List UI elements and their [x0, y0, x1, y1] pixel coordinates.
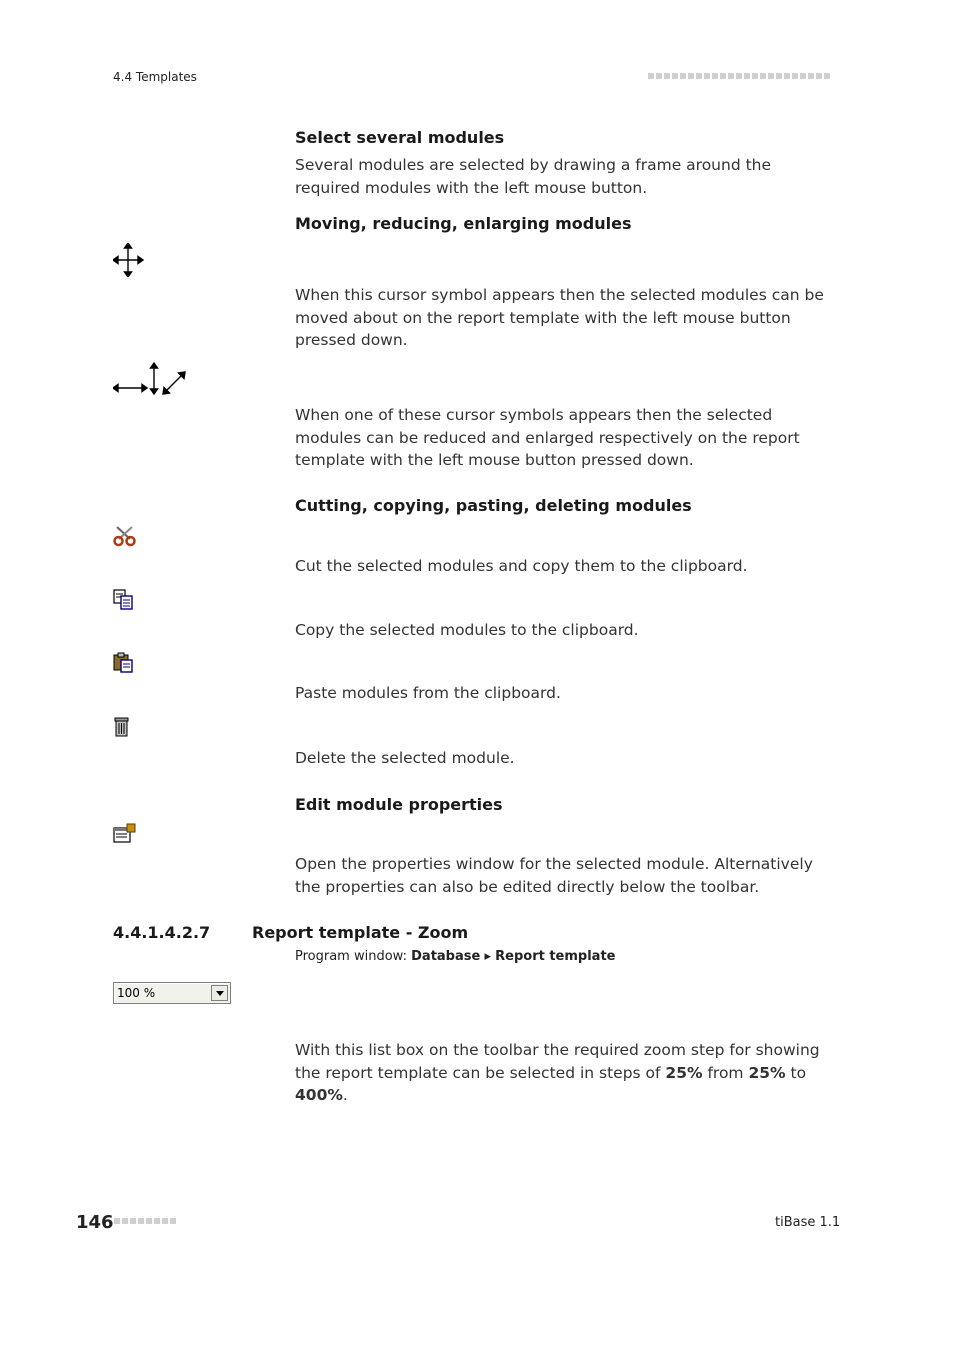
zoom-text-part: . [342, 1086, 348, 1104]
chevron-down-icon[interactable] [211, 985, 228, 1001]
delete-text: Delete the selected module. [295, 749, 515, 767]
program-window-path [295, 949, 615, 964]
select-modules-text: Several modules are selected by drawing a frame around the required modules with the left mouse button. [295, 156, 772, 197]
move-cursor-text: When this cursor symbol appears then the selected modules can be moved about on the report template with the left mouse button pressed down. [295, 286, 824, 349]
properties-heading: Edit module properties [295, 795, 503, 814]
properties-icon[interactable] [113, 823, 137, 849]
copy-icon[interactable] [113, 589, 135, 615]
properties-text: Open the properties window for the selected module. Alternatively the properties can also be edited directly below the toolbar. [295, 855, 813, 896]
footer-decoration-dots [114, 1218, 176, 1224]
paste-icon[interactable] [113, 652, 135, 678]
paste-text: Paste modules from the clipboard. [295, 684, 561, 702]
copy-text: Copy the selected modules to the clipboard. [295, 621, 639, 639]
scissors-icon[interactable] [113, 525, 137, 551]
zoom-text-part: to [785, 1063, 807, 1082]
zoom-select[interactable] [113, 982, 231, 1004]
header-decoration-dots [648, 73, 830, 79]
section-number: 4.4.1.4.2.7 [113, 923, 211, 942]
trash-icon[interactable] [113, 716, 133, 742]
zoom-step-value: 25% [665, 1063, 703, 1082]
select-modules-heading: Select several modules [295, 128, 505, 147]
page-number: 146 [76, 1212, 114, 1233]
clipboard-heading: Cutting, copying, pasting, deleting modules [295, 496, 692, 515]
path-database: Database [411, 949, 481, 964]
resize-cursor-text: When one of these cursor symbols appears then the selected modules can be reduced and enlarged respectively on the report template with the left mouse button pressed down. [295, 406, 800, 469]
moving-modules-heading: Moving, reducing, enlarging modules [295, 214, 632, 233]
zoom-text-part: With this list box on the toolbar the required zoom step for showing the report template can be selected in steps of [295, 1041, 820, 1082]
zoom-min-value: 25% [748, 1063, 786, 1082]
move-cursor-icon [113, 243, 147, 281]
zoom-select-value: 100 % [117, 986, 156, 1000]
cut-text: Cut the selected modules and copy them to the clipboard. [295, 557, 748, 575]
resize-cursors-icon [113, 362, 187, 400]
zoom-text-part: from [702, 1063, 749, 1082]
running-header-section: 4.4 Templates [113, 70, 197, 84]
program-window-label: Program window: [295, 949, 407, 964]
path-report-template: Report template [495, 949, 616, 964]
path-separator-icon: ▸ [484, 949, 491, 964]
zoom-description [295, 1039, 835, 1107]
zoom-max-value: 400% [295, 1086, 343, 1104]
section-title: Report template - Zoom [252, 923, 469, 942]
product-name: tiBase 1.1 [775, 1215, 841, 1230]
